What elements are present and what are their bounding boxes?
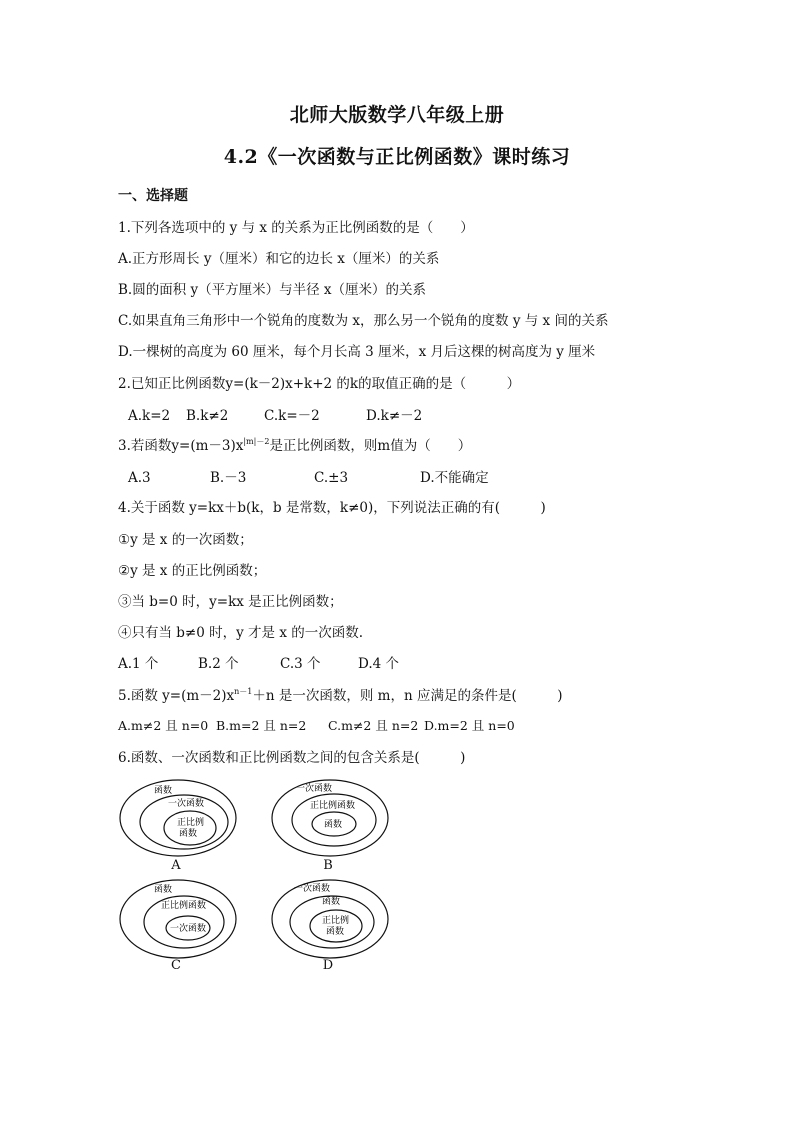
diagram-c-middle-label: 正比例函数 [161,901,207,911]
q5-options [118,716,515,734]
diagram-a-outer-label: 函数 [154,786,173,796]
q4-statement-2: ②y 是 x 的正比例函数； [118,563,267,579]
diagram-d-outer-label: 一次函数 [294,884,331,894]
q3-exponent: |m|－2 [243,437,270,446]
q5-option-c: C.m≠2 且 n=2 [328,718,419,733]
q2-option-b: B.k≠2 [186,408,229,424]
q1-stem: 1.下列各选项中的 y 与 x 的关系为正比例函数的是（ ） [118,220,474,236]
q4-statement-4: ④只有当 b≠0 时，y 才是 x 的一次函数. [118,625,364,641]
diagram-a-inner-ellipse [164,811,216,845]
q3-stem-post: 是正比例函数，则m值为（ ） [269,438,472,454]
q2-stem: 2.已知正比例函数y=(k－2)x+k+2 的k的取值正确的是（ ） [118,376,521,392]
q1-option-c: C.如果直角三角形中一个锐角的度数为 x，那么另一个锐角的度数 y 与 x 间的关系 [118,313,609,329]
q3-option-a: A.3 [128,470,151,486]
diagram-a-inner-label-1: 正比例 [177,818,205,828]
q4-statement-1: ①y 是 x 的一次函数； [118,532,253,548]
q3-stem-pre: 3.若函数y=(m－3)x [118,438,244,454]
q5-option-d: D.m=2 且 n=0 [424,718,515,733]
q4-option-a: A.1 个 [118,656,159,672]
diagram-d-inner-label-1: 正比例 [322,916,350,926]
q4-option-c: C.3 个 [280,656,321,672]
q3-stem [118,434,471,454]
q4-statement-3: ③当 b=0 时，y=kx 是正比例函数； [118,594,343,610]
q2-option-c: C.k=－2 [264,408,320,424]
q1-option-b: B.圆的面积 y（平方厘米）与半径 x（厘米）的关系 [118,282,427,298]
q4-options [118,652,399,672]
diagram-a-inner-label-2: 函数 [179,829,198,839]
diagram-d-middle-label: 函数 [322,897,341,907]
diagram-d-inner-ellipse [310,910,362,942]
diagram-c [118,878,238,960]
q4-option-b: B.2 个 [198,656,239,672]
diagram-d-inner-label-2: 函数 [326,927,345,937]
q3-option-b: B.－3 [210,470,247,486]
page-title: 北师大版数学八年级上册 [289,104,505,126]
q4-option-d: D.4 个 [358,656,400,672]
diagram-c-outer-ellipse [120,880,236,958]
diagram-c-inner-label: 一次函数 [170,924,207,934]
q1-option-a: A.正方形周长 y（厘米）和它的边长 x（厘米）的关系 [118,251,440,267]
diagram-b-middle-label: 正比例函数 [310,801,356,811]
diagram-d [270,878,390,960]
q3-option-d: D.不能确定 [420,470,489,486]
diagram-d-letter: D [322,958,334,973]
q5-option-a: A.m≠2 且 n=0 [118,718,209,733]
q5-stem-post: ＋n 是一次函数，则 m，n 应满足的条件是( ) [252,688,563,704]
diagram-b-letter: B [323,858,333,873]
diagram-b-inner-label: 函数 [324,820,343,830]
q5-option-b: B.m=2 且 n=2 [216,718,307,733]
q5-stem-pre: 5.函数 y=(m－2)x [118,688,235,704]
q6-stem: 6.函数、一次函数和正比例函数之间的包含关系是( ) [118,750,466,766]
q2-option-d: D.k≠－2 [366,408,423,424]
diagram-a-middle-label: 一次函数 [168,799,205,809]
q2-options [128,404,422,424]
q3-options [128,466,489,486]
diagram-c-letter: C [171,958,181,973]
page-subtitle: 4.2《一次函数与正比例函数》课时练习 [223,146,571,168]
q4-stem: 4.关于函数 y=kx＋b(k，b 是常数，k≠0)，下列说法正确的有( ) [118,500,546,516]
q2-option-a: A.k=2 [128,408,171,424]
q1-option-d: D.一棵树的高度为 60 厘米，每个月长高 3 厘米，x 月后这棵的树高度为 y 厘米 [118,344,596,360]
diagram-b-outer-label: 一次函数 [296,784,333,794]
q5-stem [118,684,563,704]
diagram-a-letter: A [171,858,181,873]
diagram-a [118,778,238,858]
section-heading: 一、选择题 [118,188,188,204]
diagram-c-outer-label: 函数 [154,885,173,895]
diagram-b [270,778,390,858]
q3-option-c: C.±3 [314,470,349,486]
q5-exponent: n－1 [234,687,253,696]
